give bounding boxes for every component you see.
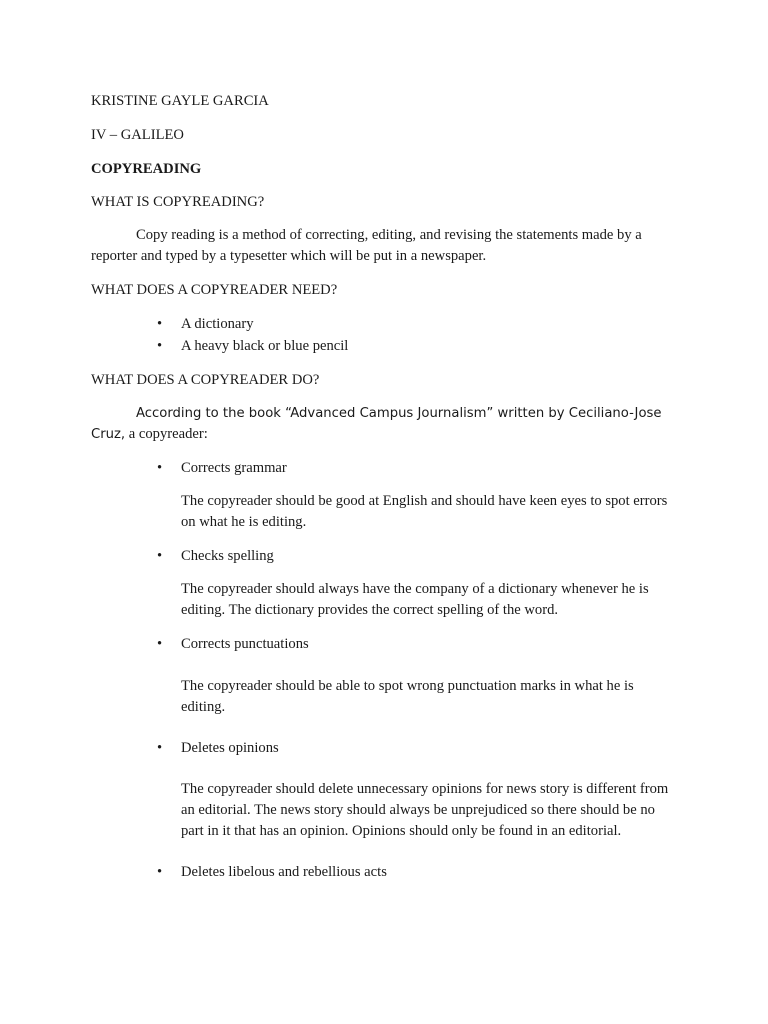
class-section: IV – GALILEO <box>91 127 184 143</box>
document-title: COPYREADING <box>91 161 202 177</box>
bullet-icon: • <box>157 338 163 354</box>
duty-title: Corrects grammar <box>181 460 287 476</box>
duty-title: Corrects punctuations <box>181 636 309 652</box>
bullet-icon: • <box>157 864 163 880</box>
duty-description: The copyreader should always have the company of a dictionary whenever he is editing. The dictionary provides the correct spelling of the word. <box>181 581 649 618</box>
duty-description: The copyreader should be good at English and should have keen eyes to spot errors on what he is editing. <box>181 493 668 530</box>
needs-item-label: A heavy black or blue pencil <box>181 338 349 354</box>
bullet-icon: • <box>157 636 163 652</box>
bullet-icon: • <box>157 548 163 564</box>
intro-tail: a copyreader: <box>125 426 208 442</box>
answer-what-is-copyreading: Copy reading is a method of correcting, editing, and revising the statements made by a reporter and typed by a typesetter which will be put in a newspaper. <box>91 227 642 264</box>
duty-title: Deletes opinions <box>181 740 279 756</box>
author-name: KRISTINE GAYLE GARCIA <box>91 93 269 109</box>
duty-description: The copyreader should be able to spot wrong punctuation marks in what he is editing. <box>181 678 634 715</box>
bullet-icon: • <box>157 460 163 476</box>
duty-title: Deletes libelous and rebellious acts <box>181 864 387 880</box>
question-what-is-copyreading: WHAT IS COPYREADING? <box>91 194 265 210</box>
duty-description: The copyreader should delete unnecessary opinions for news story is different from an editorial. The news story should always be unprejudiced so there should be no part in it that has an opinion. Opinions should only be found in an editorial. <box>181 781 669 839</box>
needs-item-label: A dictionary <box>181 316 254 332</box>
bullet-icon: • <box>157 740 163 756</box>
intro-book-citation: According to the book “Advanced Campus Journalism” written by Ceciliano-Jose Cruz, <box>91 406 662 442</box>
bullet-icon: • <box>157 316 163 332</box>
duty-title: Checks spelling <box>181 548 274 564</box>
question-what-copyreader-needs: WHAT DOES A COPYREADER NEED? <box>91 282 338 298</box>
copyreader-intro <box>91 403 681 445</box>
question-what-copyreader-does: WHAT DOES A COPYREADER DO? <box>91 372 320 388</box>
